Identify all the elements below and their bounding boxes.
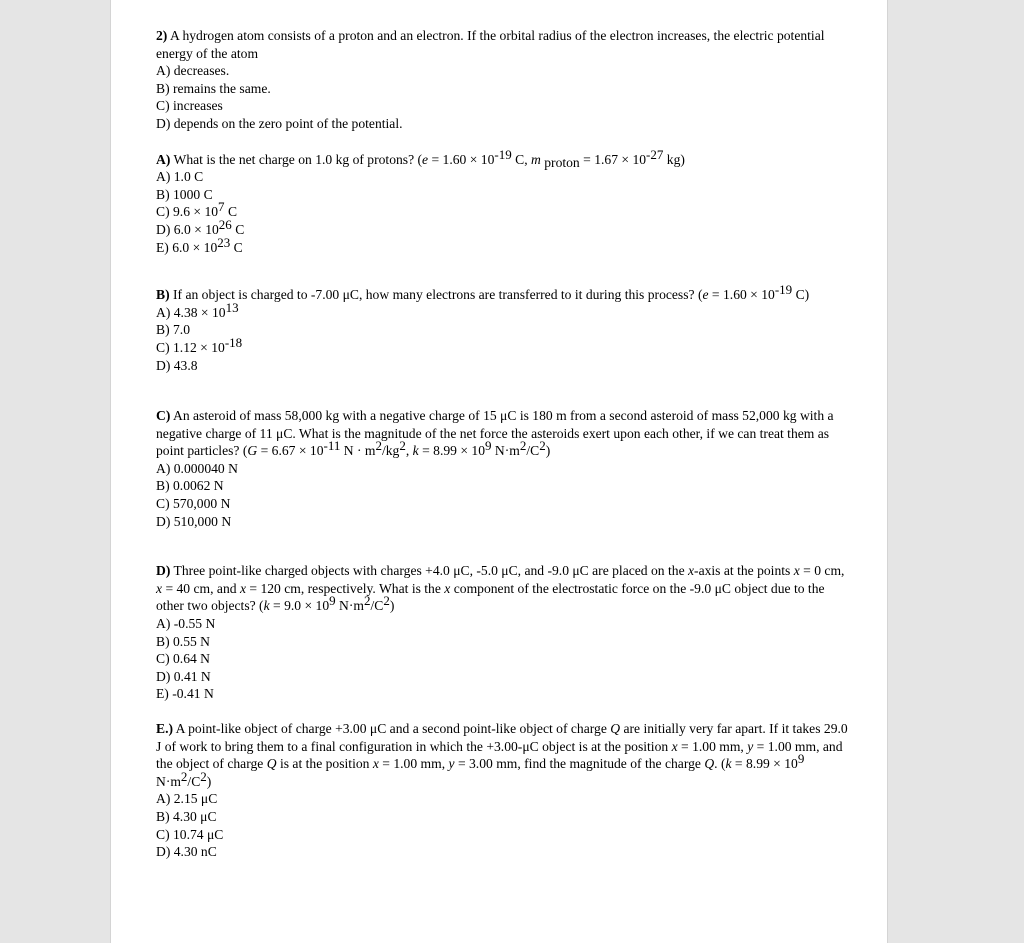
option: C) increases bbox=[156, 98, 223, 114]
question-stem: D) Three point-like charged objects with charges +4.0 μC, -5.0 μC, and -9.0 μC are placed on the x-axis at the points x = 0 cm, x = 40 cm, and x = 120 cm, respectively. What is the x component of the electrostatic force on the -9.0 μC object due to the other two objects? ($k = 9.0 \times 10^9$ $N\cdot m^2/C^2$) bbox=[156, 563, 845, 614]
option: B) remains the same. bbox=[156, 80, 271, 96]
option: D) 4.30 nC bbox=[156, 844, 217, 860]
option: B) 1000 C bbox=[156, 186, 213, 202]
question-stem: E.) A point-like object of charge +3.00 μC and a second point-like object of charge Q are initially very far apart. If it takes 29.0 J of work to bring them to a final configuration in which the +3.00-μC object is at the position x = 1.00 mm, y = 1.00 mm, and the object of charge Q is at the position x = 1.00 mm, y = 3.00 mm, find the magnitude of the charge Q. ($k = 8.99 \times 10^9$ $N\cdot m^2/C^2$) bbox=[156, 721, 848, 789]
option: A) -0.55 N bbox=[156, 616, 216, 632]
document-content bbox=[156, 27, 851, 861]
option: B) 7.0 bbox=[156, 322, 190, 338]
question-2 bbox=[156, 27, 851, 133]
question-stem: A) What is the net charge on 1.0 kg of protons? ($e = 1.60 \times 10^{-19}$ C, m $_{proton} = 1.67 \times 10^{-27}$ kg) bbox=[156, 146, 685, 170]
question-label: A) bbox=[156, 151, 171, 167]
question-stem bbox=[156, 27, 851, 62]
question-label: B) bbox=[156, 287, 170, 303]
question-c bbox=[156, 407, 851, 530]
question-label: C) bbox=[156, 408, 171, 424]
option: A) $4.38 \times 10^{13}$ bbox=[156, 299, 239, 320]
document-page bbox=[110, 0, 888, 943]
option: C) $9.6 \times 10^7$ C bbox=[156, 199, 238, 220]
question-text: A hydrogen atom consists of a proton and an electron. If the orbital radius of the electron increases, the electric potential energy of the atom bbox=[156, 28, 825, 61]
question-stem: C) An asteroid of mass 58,000 kg with a negative charge of 15 μC is 180 m from a second asteroid of mass 52,000 kg with a negative charge of 11 μC. What is the magnitude of the net force the asteroids exert upon each other, if we can treat them as point particles? ($G = 6.67 \times 10^{-11}$ $N \cdot m^2/kg^2$, $k = 8.99 \times 10^9$ $N\cdot m^2/C^2$) bbox=[156, 408, 834, 459]
option: B) 0.55 N bbox=[156, 633, 210, 649]
question-label: D) bbox=[156, 563, 171, 579]
option: A) decreases. bbox=[156, 63, 230, 79]
option: C) 570,000 N bbox=[156, 496, 231, 512]
option: A) 1.0 C bbox=[156, 169, 204, 185]
option: D) 510,000 N bbox=[156, 513, 232, 529]
question-label: 2) bbox=[156, 28, 168, 43]
option: D) 0.41 N bbox=[156, 668, 211, 684]
option: E) -0.41 N bbox=[156, 686, 214, 702]
question-d bbox=[156, 562, 851, 703]
option: C) 0.64 N bbox=[156, 651, 210, 667]
option: D) depends on the zero point of the potential. bbox=[156, 115, 403, 131]
option: C) 10.74 μC bbox=[156, 826, 224, 842]
question-stem: B) If an object is charged to -7.00 μC, how many electrons are transferred to it during this process? ($e = 1.60 \times 10^{-19}$ C) bbox=[156, 282, 810, 303]
option: A) 2.15 μC bbox=[156, 791, 218, 807]
option: A) 0.000040 N bbox=[156, 460, 238, 476]
option: D) 43.8 bbox=[156, 357, 198, 373]
option: D) $6.0 \times 10^{26}$ C bbox=[156, 216, 245, 237]
option: B) 4.30 μC bbox=[156, 808, 217, 824]
question-e bbox=[156, 720, 851, 861]
question-b bbox=[156, 282, 851, 374]
question-a bbox=[156, 146, 851, 257]
question-label: E.) bbox=[156, 721, 173, 736]
option: E) $6.0 \times 10^{23}$ C bbox=[156, 234, 243, 255]
option: C) $1.12 \times 10^{-18}$ bbox=[156, 334, 243, 355]
option: B) 0.0062 N bbox=[156, 478, 224, 494]
